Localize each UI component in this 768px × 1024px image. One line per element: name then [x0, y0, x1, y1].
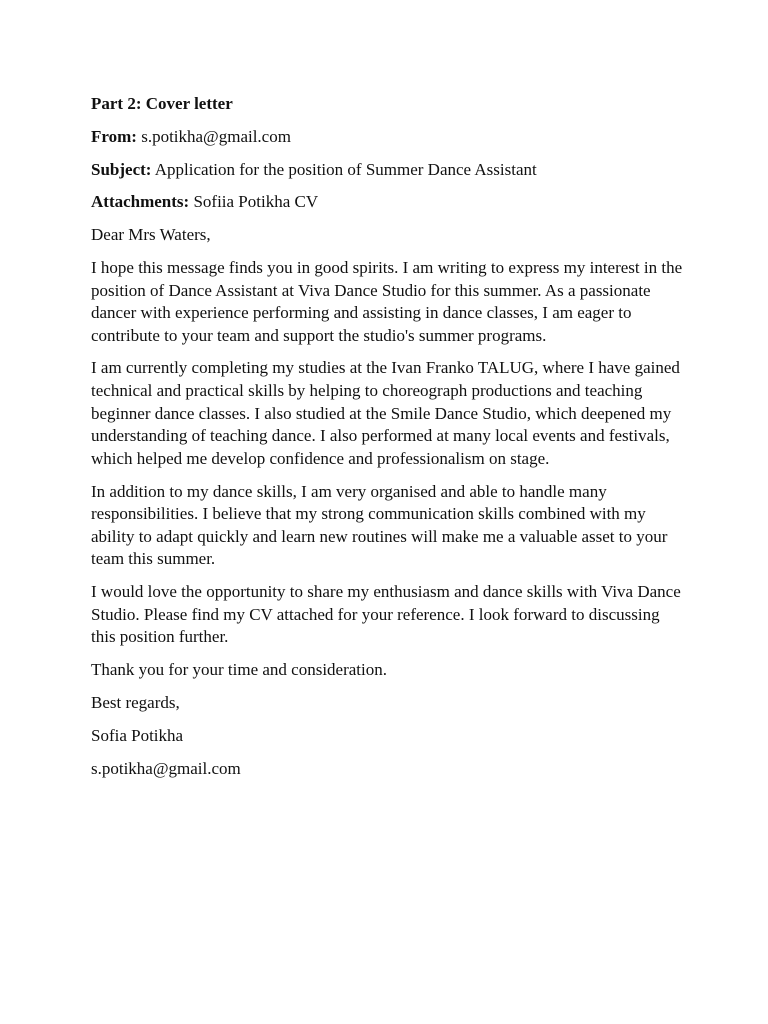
attachments-line — [91, 191, 687, 214]
subject-value: Application for the position of Summer Dance Assistant — [151, 159, 537, 179]
subject-label: Subject: — [91, 159, 152, 179]
document-heading — [91, 93, 687, 116]
from-label: From: — [91, 126, 137, 146]
subject-line — [91, 159, 687, 182]
body-paragraph-4: I would love the opportunity to share my enthusiasm and dance skills with Viva Dance Studio. Please find my CV attached for your reference. I look forward to discussing this position further. — [91, 582, 681, 647]
signature-email: s.potikha@gmail.com — [91, 758, 241, 778]
body-paragraph-3: In addition to my dance skills, I am very organised and able to handle many responsibilities. I believe that my strong communication skills combined with my ability to adapt quickly and learn new routines will make me a valuable asset to your team this summer. — [91, 481, 668, 569]
attachments-value: Sofiia Potikha CV — [189, 192, 319, 212]
body-paragraph-2: I am currently completing my studies at the Ivan Franko TALUG, where I have gained technical and practical skills by helping to choreograph productions and teaching beginner dance classes. I also studied at the Smile Dance Studio, which deepened my understanding of teaching dance. I also performed at many local events and festivals, which helped me develop confidence and professionalism on stage. — [91, 358, 680, 468]
signature-name: Sofia Potikha — [91, 725, 184, 745]
closing-line: Best regards, — [91, 692, 180, 712]
attachments-label: Attachments: — [91, 192, 190, 212]
from-line — [91, 126, 687, 149]
thanks-line: Thank you for your time and consideration. — [91, 660, 388, 680]
body-paragraph-1: I hope this message finds you in good spirits. I am writing to express my interest in the position of Dance Assistant at Viva Dance Studio for this summer. As a passionate dancer with experience performing and assisting in dance classes, I am eager to contribute to your team and support the studio's summer programs. — [91, 257, 683, 345]
cover-letter-page — [91, 93, 687, 790]
salutation: Dear Mrs Waters, — [91, 225, 211, 245]
heading-text: Part 2: Cover letter — [91, 94, 233, 113]
from-value: s.potikha@gmail.com — [136, 126, 291, 146]
